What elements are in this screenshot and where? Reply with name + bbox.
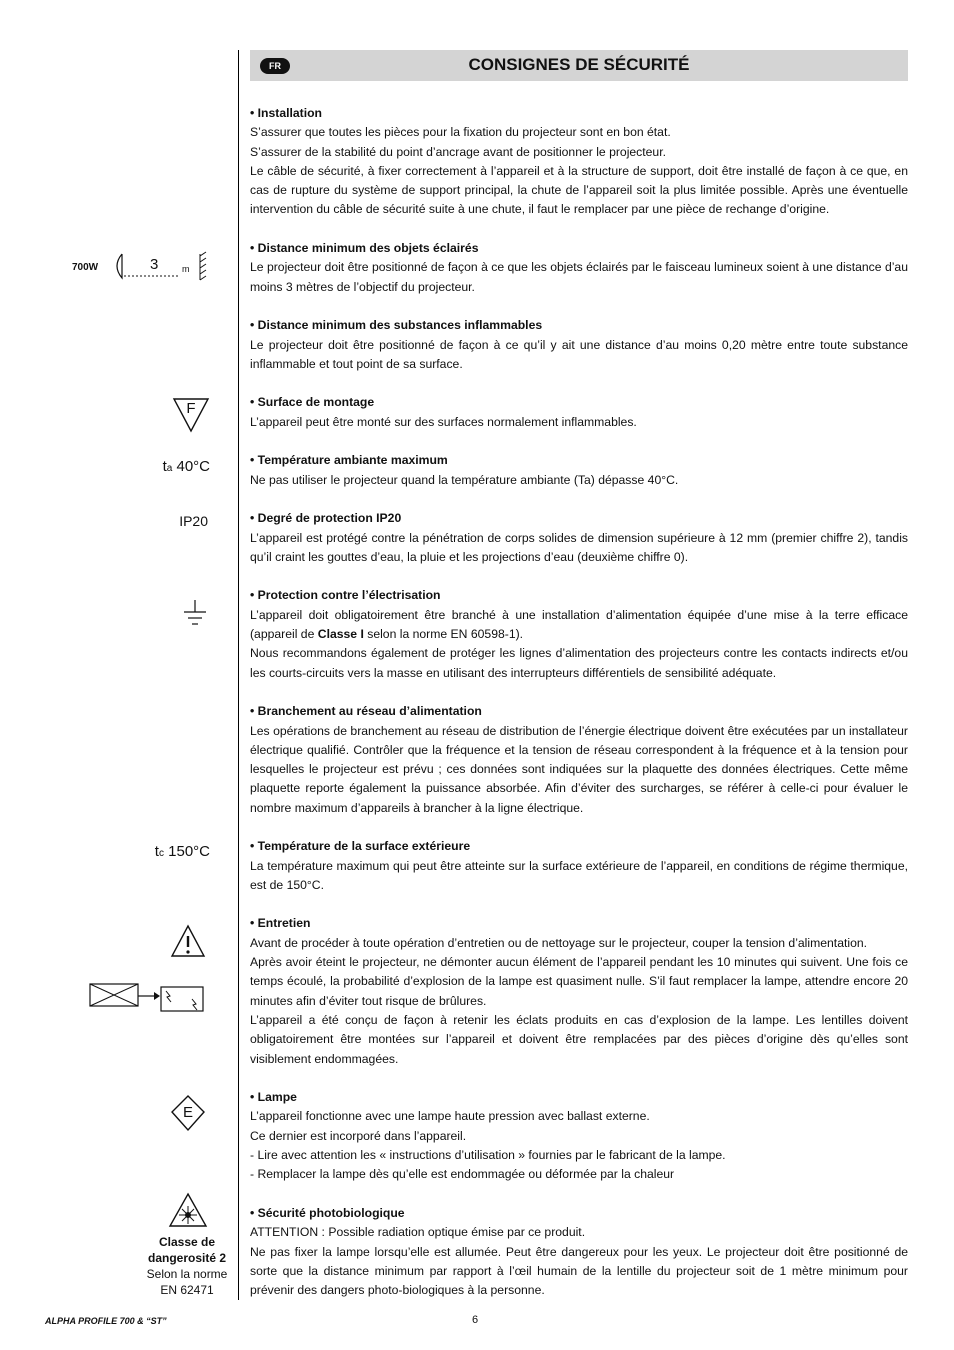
section — [250, 586, 908, 682]
section-paragraph: Les opérations de branchement au réseau de distribution de l’énergie électrique doivent être exécutées par un installateur électrique qualifié. Contrôler que la fréquence et la tension de réseau correspondent à la fréquence et à la tension pour lesquelles le projecteur est prévu ; ces données sont indiquées sur la plaquette des données électriques. Cette même plaquette reporte également la puissance absorbée. Afin d’éviter des surcharges, se référer à celle-ci pour évaluer le nombre maximum d’appareils à brancher à la ligne électrique. — [250, 723, 908, 815]
section — [250, 239, 908, 297]
section-heading: • Distance minimum des objets éclairés — [250, 241, 479, 256]
section-heading: • Surface de montage — [250, 395, 375, 410]
section — [250, 1204, 908, 1300]
section-paragraph: Le projecteur doit être positionné de façon à ce qu’il y ait une distance d’au moins 0,20 mètre entre toute substance inflammable et tout point de sa surface. — [250, 337, 908, 371]
section-paragraph: Avant de procéder à toute opération d’entretien ou de nettoyage sur le projecteur, couper la tension d’alimentation. — [250, 935, 868, 950]
section-heading: • Installation — [250, 106, 322, 120]
section — [250, 1088, 908, 1184]
section-paragraph: - Lire avec attention les « instructions d’utilisation » fournies par le fabricant de la lampe. — [250, 1148, 726, 1163]
broken-lens-icon — [88, 982, 208, 1014]
section — [250, 914, 908, 1068]
radiation-warning-icon — [168, 1192, 208, 1228]
section — [250, 509, 908, 567]
lamp-e-symbol — [170, 1094, 206, 1132]
warning-icon — [170, 924, 206, 958]
page-number: 6 — [472, 1314, 479, 1326]
lens-replace-symbol — [88, 982, 208, 1019]
wattage-label: 700W — [72, 262, 99, 273]
section-heading: • Entretien — [250, 916, 311, 931]
section-heading: • Distance minimum des substances inflammables — [250, 318, 543, 333]
section-paragraph: L’appareil a été conçu de façon à retenir les éclats produits en cas d’explosion de la lampe. Les lentilles doivent obligatoirement être montées sur l’appareil et doivent être remplacées par des pièces d’origine dès qu’elles sont visiblement endommagées. — [250, 1012, 908, 1066]
section-heading: • Température de la surface extérieure — [250, 839, 471, 854]
section-paragraph: Ne pas utiliser le projecteur quand la température ambiante (Ta) dépasse 40°C. — [250, 472, 679, 487]
ambient-temp-symbol: ta 40°C — [162, 458, 210, 475]
section-paragraph: Nous recommandons également de protéger les lignes d’alimentation des projecteurs contre les contacts indirects et/ou les courts-circuits vers la masse en utilisant des interrupteurs différentiels de sensibilité adéquate. — [250, 646, 908, 680]
hazard-class-label: Classe de dangerosité 2 Selon la norme EN 62471 — [146, 1235, 228, 1297]
section-header — [250, 50, 908, 81]
section — [250, 104, 908, 220]
section-heading: • Lampe — [250, 1090, 297, 1105]
section-paragraph: Après avoir éteint le projecteur, ne démonter aucun élément de l’appareil pendant les 10 minutes qui suivent. Une fois ce temps écoulé, la probabilité d’explosion de la lampe est quasiment nulle. S’il faut remplacer la lampe, attendre encore 20 minutes afin d’éviter tout risque de brûlures. — [250, 955, 908, 1008]
lamp-letter: E — [182, 1104, 193, 1121]
ground-icon — [182, 600, 208, 628]
surface-f-symbol — [172, 396, 210, 434]
beam-distance-icon — [108, 250, 218, 282]
radiation-symbol — [168, 1192, 208, 1233]
warning-symbol — [170, 924, 206, 963]
section-paragraph: ATTENTION : Possible radiation optique émise par ce produit. — [250, 1225, 586, 1240]
language-badge: FR — [260, 58, 290, 74]
surface-letter: F — [186, 400, 196, 417]
section-heading: • Protection contre l’électrisation — [250, 588, 441, 603]
product-name: ALPHA PROFILE 700 & “ST” — [45, 1316, 167, 1326]
section — [250, 451, 908, 490]
section-heading: • Branchement au réseau d’alimentation — [250, 704, 482, 719]
section — [250, 316, 908, 374]
section-paragraph: L’appareil est protégé contre la pénétration de corps solides de dimension supérieure à 12 mm (premier chiffre 2), tandis qu’il craint les gouttes d’eau, la pluie et les projections d’eau (deuxième chiffre 0). — [250, 530, 908, 564]
ip-rating-symbol: IP20 — [179, 513, 208, 529]
section-paragraph: Le câble de sécurité, à fixer correctement à l’appareil et à la structure de support, doit être installé de façon à ce que, en cas de rupture du système de support principal, la chute de l’appareil soit la plus limitée possible. Après une éventuelle intervention du câble de sécurité suite à une chute, il faut le remplacer par une pièce de rechange d’origine. — [250, 163, 908, 217]
section-heading: • Degré de protection IP20 — [250, 511, 402, 526]
section — [250, 837, 908, 895]
section-heading: • Température ambiante maximum — [250, 453, 448, 468]
surface-temp-symbol: tc 150°C — [154, 843, 210, 860]
distance-unit: m — [182, 264, 190, 274]
page-title: CONSIGNES DE SÉCURITÉ — [468, 55, 690, 74]
document-body — [250, 104, 908, 1320]
section-paragraph: L’appareil doit obligatoirement être branché à une installation d’alimentation équipée d’une mise à la terre efficace (appareil de Classe I selon la norme EN 60598-1). — [250, 607, 908, 642]
section-heading: • Sécurité photobiologique — [250, 1205, 405, 1220]
section-paragraph: S’assurer que toutes les pièces pour la fixation du projecteur sont en bon état. — [250, 125, 671, 140]
section-paragraph: - Remplacer la lampe dès qu’elle est endommagée ou déformée par la chaleur — [250, 1167, 675, 1182]
margin-rule — [238, 50, 239, 1300]
section — [250, 702, 908, 818]
section-paragraph: Ce dernier est incorporé dans l’appareil. — [250, 1128, 467, 1143]
section — [250, 393, 908, 432]
section-paragraph: L’appareil peut être monté sur des surfaces normalement inflammables. — [250, 414, 637, 429]
section-paragraph: L’appareil fonctionne avec une lampe haute pression avec ballast externe. — [250, 1109, 650, 1124]
distance-value: 3 — [150, 256, 159, 273]
section-paragraph: La température maximum qui peut être atteinte sur la surface extérieure de l’appareil, en conditions de régime thermique, est de 150°C. — [250, 858, 908, 892]
section-paragraph: Le projecteur doit être positionné de façon à ce que les objets éclairés par le faisceau lumineux soient à une distance d’au moins 3 mètres de l’objectif du projecteur. — [250, 260, 908, 294]
section-paragraph: S’assurer de la stabilité du point d’ancrage avant de positionner le projecteur. — [250, 144, 666, 159]
earth-ground-symbol — [182, 600, 208, 633]
section-paragraph: Ne pas fixer la lampe lorsqu’elle est allumée. Peut être dangereux pour les yeux. Le projecteur doit être positionné de sorte que la distance minimum par rapport à l’œil humain de la lentille du projecteur soit de 1 mètre minimum pour prévenir des dangers photo-biologiques à la personne. — [250, 1244, 908, 1298]
distance-symbol — [72, 250, 214, 282]
